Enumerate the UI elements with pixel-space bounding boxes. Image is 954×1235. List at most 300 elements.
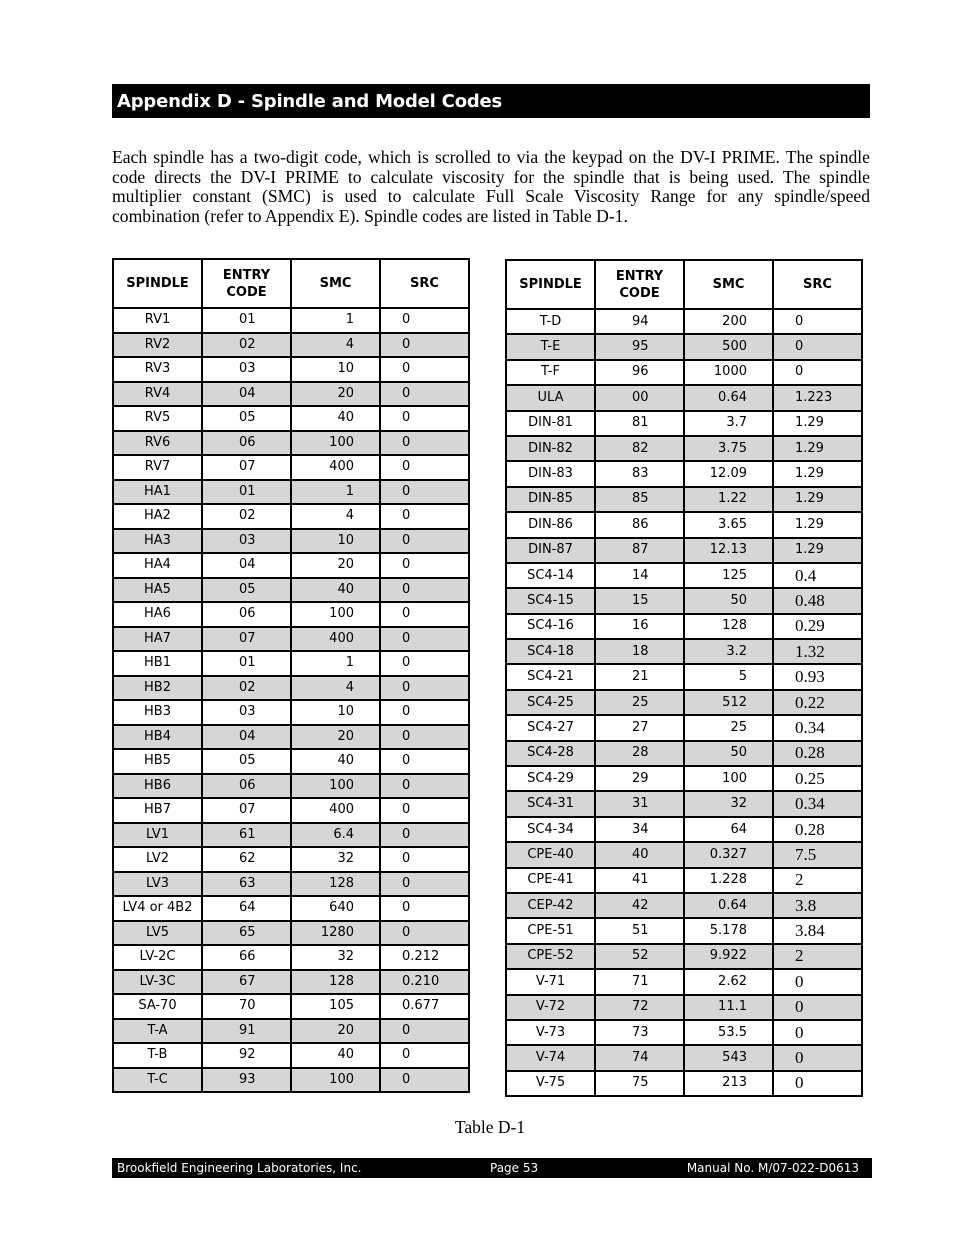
- cell-smc: 3.75: [684, 436, 773, 461]
- table-row: [506, 588, 862, 613]
- cell-src: 0.677: [380, 994, 469, 1019]
- cell-spindle: HB1: [113, 651, 202, 676]
- cell-src: 0: [773, 1020, 862, 1045]
- cell-spindle: SC4-16: [506, 614, 595, 639]
- cell-entry-code: 06: [202, 774, 291, 799]
- cell-spindle: T-F: [506, 360, 595, 385]
- cell-spindle: DIN-83: [506, 461, 595, 486]
- cell-entry-code: 51: [595, 918, 684, 943]
- cell-src: 0: [773, 1071, 862, 1096]
- cell-smc: 100: [291, 431, 380, 456]
- table-row: [506, 1071, 862, 1096]
- cell-spindle: SC4-28: [506, 741, 595, 766]
- cell-spindle: HB7: [113, 798, 202, 823]
- cell-smc: 0.64: [684, 893, 773, 918]
- cell-entry-code: 62: [202, 847, 291, 872]
- page-footer: [112, 1158, 872, 1178]
- cell-entry-code: 87: [595, 538, 684, 563]
- cell-entry-code: 03: [202, 700, 291, 725]
- table-row: [113, 627, 469, 652]
- cell-smc: 128: [291, 970, 380, 995]
- cell-spindle: HA7: [113, 627, 202, 652]
- cell-smc: 5.178: [684, 918, 773, 943]
- cell-src: 0: [380, 333, 469, 358]
- cell-smc: 64: [684, 817, 773, 842]
- cell-spindle: CPE-40: [506, 842, 595, 867]
- cell-spindle: RV3: [113, 357, 202, 382]
- cell-src: 1.223: [773, 385, 862, 410]
- cell-spindle: RV1: [113, 308, 202, 333]
- table-row: [506, 664, 862, 689]
- cell-smc: 5: [684, 664, 773, 689]
- cell-spindle: DIN-87: [506, 538, 595, 563]
- cell-spindle: LV3: [113, 872, 202, 897]
- cell-spindle: HB3: [113, 700, 202, 725]
- cell-src: 1.29: [773, 487, 862, 512]
- cell-entry-code: 21: [595, 664, 684, 689]
- cell-spindle: HA2: [113, 504, 202, 529]
- cell-spindle: CEP-42: [506, 893, 595, 918]
- table-row: [113, 676, 469, 701]
- cell-src: 0: [380, 823, 469, 848]
- table-row: [113, 945, 469, 970]
- cell-spindle: LV-2C: [113, 945, 202, 970]
- cell-src: 0.210: [380, 970, 469, 995]
- cell-entry-code: 02: [202, 333, 291, 358]
- table-row: [506, 411, 862, 436]
- cell-smc: 10: [291, 700, 380, 725]
- intro-paragraph: Each spindle has a two-digit code, which is scrolled to via the keypad on the DV-I PRIME. The spindle code directs the DV-I PRIME to calculate viscosity for the spindle that is being used. The spindle multiplier constant (SMC) is used to calculate Full Scale Viscosity Range for any spindle/speed combination (refer to Appendix E). Spindle codes are listed in Table D-1.: [112, 147, 870, 226]
- table-row: [113, 994, 469, 1019]
- cell-smc: 40: [291, 1043, 380, 1068]
- cell-spindle: V-74: [506, 1045, 595, 1070]
- cell-spindle: SC4-29: [506, 766, 595, 791]
- table-row: [113, 382, 469, 407]
- cell-src: 0: [773, 360, 862, 385]
- table-row: [113, 308, 469, 333]
- cell-entry-code: 25: [595, 690, 684, 715]
- cell-src: 0: [380, 749, 469, 774]
- table-row: [506, 766, 862, 791]
- cell-entry-code: 61: [202, 823, 291, 848]
- cell-entry-code: 83: [595, 461, 684, 486]
- cell-src: 0: [380, 774, 469, 799]
- table-row: [113, 749, 469, 774]
- cell-smc: 4: [291, 676, 380, 701]
- cell-entry-code: 07: [202, 455, 291, 480]
- table-row: [113, 725, 469, 750]
- cell-smc: 12.09: [684, 461, 773, 486]
- cell-src: 0: [380, 382, 469, 407]
- cell-entry-code: 64: [202, 896, 291, 921]
- cell-smc: 10: [291, 357, 380, 382]
- table-row: [506, 944, 862, 969]
- cell-spindle: HA4: [113, 553, 202, 578]
- table-row: [113, 823, 469, 848]
- cell-src: 0: [380, 529, 469, 554]
- cell-entry-code: 00: [595, 385, 684, 410]
- table-row: [113, 553, 469, 578]
- cell-smc: 400: [291, 627, 380, 652]
- table-row: [506, 385, 862, 410]
- table-row: [113, 872, 469, 897]
- table-row: [506, 741, 862, 766]
- table-row: [113, 602, 469, 627]
- cell-spindle: DIN-85: [506, 487, 595, 512]
- table-body: [113, 308, 469, 1092]
- cell-smc: 3.65: [684, 512, 773, 537]
- table-row: [113, 921, 469, 946]
- cell-src: 0: [380, 627, 469, 652]
- cell-src: 0.25: [773, 766, 862, 791]
- cell-spindle: DIN-81: [506, 411, 595, 436]
- cell-spindle: HB4: [113, 725, 202, 750]
- cell-src: 0: [380, 847, 469, 872]
- cell-smc: 1000: [684, 360, 773, 385]
- cell-src: 0: [380, 602, 469, 627]
- spindle-codes-table-left: [112, 258, 470, 1093]
- table-header-row: [506, 260, 862, 309]
- cell-smc: 4: [291, 333, 380, 358]
- cell-src: 0: [380, 872, 469, 897]
- cell-smc: 543: [684, 1045, 773, 1070]
- cell-spindle: RV2: [113, 333, 202, 358]
- cell-smc: 3.7: [684, 411, 773, 436]
- cell-smc: 11.1: [684, 995, 773, 1020]
- table-row: [113, 504, 469, 529]
- cell-entry-code: 31: [595, 791, 684, 816]
- table-row: [113, 357, 469, 382]
- cell-smc: 1.228: [684, 868, 773, 893]
- table-row: [506, 461, 862, 486]
- cell-smc: 213: [684, 1071, 773, 1096]
- cell-entry-code: 06: [202, 431, 291, 456]
- column-header-src: SRC: [773, 260, 862, 309]
- cell-smc: 20: [291, 382, 380, 407]
- table-row: [113, 700, 469, 725]
- footer-company: Brookfield Engineering Laboratories, Inc.: [117, 1161, 362, 1175]
- cell-entry-code: 52: [595, 944, 684, 969]
- cell-src: 0.22: [773, 690, 862, 715]
- cell-src: 0: [380, 553, 469, 578]
- cell-smc: 1.22: [684, 487, 773, 512]
- cell-smc: 10: [291, 529, 380, 554]
- cell-entry-code: 92: [202, 1043, 291, 1068]
- cell-src: 0: [380, 480, 469, 505]
- table-row: [506, 436, 862, 461]
- cell-spindle: CPE-52: [506, 944, 595, 969]
- cell-entry-code: 71: [595, 969, 684, 994]
- cell-spindle: V-73: [506, 1020, 595, 1045]
- cell-src: 0: [380, 651, 469, 676]
- cell-src: 0: [773, 309, 862, 334]
- cell-entry-code: 86: [595, 512, 684, 537]
- cell-src: 0.93: [773, 664, 862, 689]
- cell-spindle: HB2: [113, 676, 202, 701]
- table-row: [113, 333, 469, 358]
- table-header-row: [113, 259, 469, 308]
- cell-smc: 50: [684, 588, 773, 613]
- cell-smc: 500: [684, 334, 773, 359]
- cell-smc: 100: [291, 602, 380, 627]
- cell-src: 0.212: [380, 945, 469, 970]
- cell-entry-code: 01: [202, 651, 291, 676]
- cell-entry-code: 06: [202, 602, 291, 627]
- cell-src: 1.29: [773, 461, 862, 486]
- table-row: [113, 798, 469, 823]
- cell-src: 3.84: [773, 918, 862, 943]
- cell-spindle: HB6: [113, 774, 202, 799]
- column-header-smc: SMC: [684, 260, 773, 309]
- cell-entry-code: 03: [202, 529, 291, 554]
- column-header-spindle: SPINDLE: [506, 260, 595, 309]
- table-row: [113, 651, 469, 676]
- cell-entry-code: 94: [595, 309, 684, 334]
- cell-spindle: SC4-15: [506, 588, 595, 613]
- cell-entry-code: 75: [595, 1071, 684, 1096]
- cell-entry-code: 95: [595, 334, 684, 359]
- cell-spindle: HA5: [113, 578, 202, 603]
- cell-src: 0: [380, 676, 469, 701]
- cell-src: 3.8: [773, 893, 862, 918]
- cell-entry-code: 63: [202, 872, 291, 897]
- cell-entry-code: 41: [595, 868, 684, 893]
- cell-entry-code: 05: [202, 749, 291, 774]
- column-header-spindle: SPINDLE: [113, 259, 202, 308]
- cell-smc: 100: [291, 774, 380, 799]
- table-row: [113, 480, 469, 505]
- cell-src: 0.4: [773, 563, 862, 588]
- cell-entry-code: 05: [202, 406, 291, 431]
- cell-smc: 0.327: [684, 842, 773, 867]
- cell-src: 0: [773, 995, 862, 1020]
- cell-src: 0.28: [773, 817, 862, 842]
- cell-src: 0: [380, 578, 469, 603]
- table-row: [506, 918, 862, 943]
- cell-entry-code: 27: [595, 715, 684, 740]
- cell-entry-code: 34: [595, 817, 684, 842]
- cell-entry-code: 18: [595, 639, 684, 664]
- table-row: [506, 487, 862, 512]
- cell-spindle: SC4-21: [506, 664, 595, 689]
- table-row: [113, 1043, 469, 1068]
- section-header-bar: [112, 84, 870, 118]
- table-row: [113, 1019, 469, 1044]
- cell-entry-code: 72: [595, 995, 684, 1020]
- cell-entry-code: 04: [202, 725, 291, 750]
- table-row: [506, 538, 862, 563]
- table-row: [113, 578, 469, 603]
- cell-spindle: ULA: [506, 385, 595, 410]
- cell-src: 0: [380, 406, 469, 431]
- cell-entry-code: 03: [202, 357, 291, 382]
- cell-spindle: V-71: [506, 969, 595, 994]
- cell-spindle: SC4-34: [506, 817, 595, 842]
- table-row: [113, 970, 469, 995]
- cell-entry-code: 73: [595, 1020, 684, 1045]
- cell-spindle: LV2: [113, 847, 202, 872]
- cell-entry-code: 02: [202, 504, 291, 529]
- cell-src: 0: [773, 1045, 862, 1070]
- cell-spindle: SA-70: [113, 994, 202, 1019]
- table-row: [506, 360, 862, 385]
- cell-src: 0: [380, 357, 469, 382]
- table-row: [506, 563, 862, 588]
- cell-smc: 6.4: [291, 823, 380, 848]
- cell-src: 1.29: [773, 538, 862, 563]
- table-body: [506, 309, 862, 1096]
- cell-entry-code: 05: [202, 578, 291, 603]
- cell-entry-code: 04: [202, 553, 291, 578]
- cell-smc: 12.13: [684, 538, 773, 563]
- footer-manual-number: Manual No. M/07-022-D0613: [686, 1161, 859, 1175]
- cell-smc: 128: [291, 872, 380, 897]
- cell-src: 2: [773, 868, 862, 893]
- table-row: [113, 896, 469, 921]
- table-row: [113, 847, 469, 872]
- cell-src: 0.29: [773, 614, 862, 639]
- table-row: [506, 893, 862, 918]
- cell-src: 0: [380, 1068, 469, 1093]
- spindle-codes-table-right: [505, 259, 863, 1097]
- table-row: [506, 995, 862, 1020]
- cell-smc: 400: [291, 798, 380, 823]
- cell-src: 0: [380, 896, 469, 921]
- cell-spindle: LV-3C: [113, 970, 202, 995]
- cell-spindle: V-72: [506, 995, 595, 1020]
- cell-entry-code: 15: [595, 588, 684, 613]
- column-header-entry-code: ENTRY CODE: [202, 259, 291, 308]
- column-header-src: SRC: [380, 259, 469, 308]
- cell-src: 0: [773, 334, 862, 359]
- cell-src: 0.34: [773, 791, 862, 816]
- cell-src: 0: [380, 431, 469, 456]
- cell-entry-code: 96: [595, 360, 684, 385]
- cell-src: 0.48: [773, 588, 862, 613]
- cell-entry-code: 07: [202, 798, 291, 823]
- cell-src: 1.29: [773, 411, 862, 436]
- cell-entry-code: 28: [595, 741, 684, 766]
- cell-smc: 40: [291, 749, 380, 774]
- cell-entry-code: 40: [595, 842, 684, 867]
- table-row: [506, 817, 862, 842]
- cell-spindle: HA3: [113, 529, 202, 554]
- cell-src: 0: [380, 725, 469, 750]
- cell-entry-code: 16: [595, 614, 684, 639]
- table-row: [506, 614, 862, 639]
- cell-entry-code: 70: [202, 994, 291, 1019]
- cell-spindle: T-C: [113, 1068, 202, 1093]
- table-row: [506, 715, 862, 740]
- cell-spindle: T-A: [113, 1019, 202, 1044]
- table-row: [113, 774, 469, 799]
- cell-spindle: DIN-82: [506, 436, 595, 461]
- table-row: [506, 1045, 862, 1070]
- cell-src: 0.28: [773, 741, 862, 766]
- table-row: [113, 529, 469, 554]
- cell-smc: 4: [291, 504, 380, 529]
- cell-spindle: CPE-51: [506, 918, 595, 943]
- cell-src: 0: [380, 700, 469, 725]
- cell-smc: 1: [291, 651, 380, 676]
- column-header-smc: SMC: [291, 259, 380, 308]
- cell-spindle: HB5: [113, 749, 202, 774]
- cell-smc: 0.64: [684, 385, 773, 410]
- cell-smc: 50: [684, 741, 773, 766]
- cell-smc: 1280: [291, 921, 380, 946]
- cell-smc: 40: [291, 406, 380, 431]
- cell-src: 0: [380, 504, 469, 529]
- table-row: [506, 309, 862, 334]
- cell-src: 0: [380, 455, 469, 480]
- cell-spindle: CPE-41: [506, 868, 595, 893]
- table-row: [506, 791, 862, 816]
- cell-entry-code: 81: [595, 411, 684, 436]
- cell-spindle: SC4-25: [506, 690, 595, 715]
- cell-src: 0: [380, 1043, 469, 1068]
- cell-entry-code: 01: [202, 480, 291, 505]
- cell-smc: 32: [291, 847, 380, 872]
- cell-src: 0: [380, 308, 469, 333]
- table-row: [506, 842, 862, 867]
- cell-entry-code: 29: [595, 766, 684, 791]
- cell-src: 0: [380, 921, 469, 946]
- cell-spindle: LV1: [113, 823, 202, 848]
- cell-smc: 9.922: [684, 944, 773, 969]
- cell-smc: 125: [684, 563, 773, 588]
- page-title: Appendix D - Spindle and Model Codes: [117, 91, 503, 112]
- table-row: [506, 334, 862, 359]
- cell-entry-code: 04: [202, 382, 291, 407]
- table-row: [506, 969, 862, 994]
- cell-spindle: HA1: [113, 480, 202, 505]
- cell-entry-code: 42: [595, 893, 684, 918]
- cell-spindle: T-D: [506, 309, 595, 334]
- column-header-entry-code: ENTRY CODE: [595, 260, 684, 309]
- cell-spindle: RV4: [113, 382, 202, 407]
- cell-smc: 400: [291, 455, 380, 480]
- cell-entry-code: 91: [202, 1019, 291, 1044]
- cell-spindle: SC4-14: [506, 563, 595, 588]
- cell-src: 1.32: [773, 639, 862, 664]
- footer-page-number: Page 53: [490, 1161, 539, 1175]
- cell-spindle: T-E: [506, 334, 595, 359]
- cell-smc: 32: [684, 791, 773, 816]
- cell-entry-code: 07: [202, 627, 291, 652]
- cell-src: 7.5: [773, 842, 862, 867]
- table-caption: Table D-1: [454, 1117, 526, 1137]
- cell-spindle: HA6: [113, 602, 202, 627]
- cell-smc: 20: [291, 725, 380, 750]
- cell-entry-code: 66: [202, 945, 291, 970]
- cell-spindle: RV5: [113, 406, 202, 431]
- cell-src: 0: [773, 969, 862, 994]
- cell-entry-code: 02: [202, 676, 291, 701]
- cell-src: 2: [773, 944, 862, 969]
- cell-spindle: RV7: [113, 455, 202, 480]
- table-row: [113, 406, 469, 431]
- cell-smc: 2.62: [684, 969, 773, 994]
- table-row: [506, 639, 862, 664]
- cell-smc: 1: [291, 480, 380, 505]
- cell-smc: 25: [684, 715, 773, 740]
- cell-spindle: LV4 or 4B2: [113, 896, 202, 921]
- cell-spindle: DIN-86: [506, 512, 595, 537]
- table-row: [506, 512, 862, 537]
- cell-src: 1.29: [773, 512, 862, 537]
- cell-entry-code: 74: [595, 1045, 684, 1070]
- cell-entry-code: 93: [202, 1068, 291, 1093]
